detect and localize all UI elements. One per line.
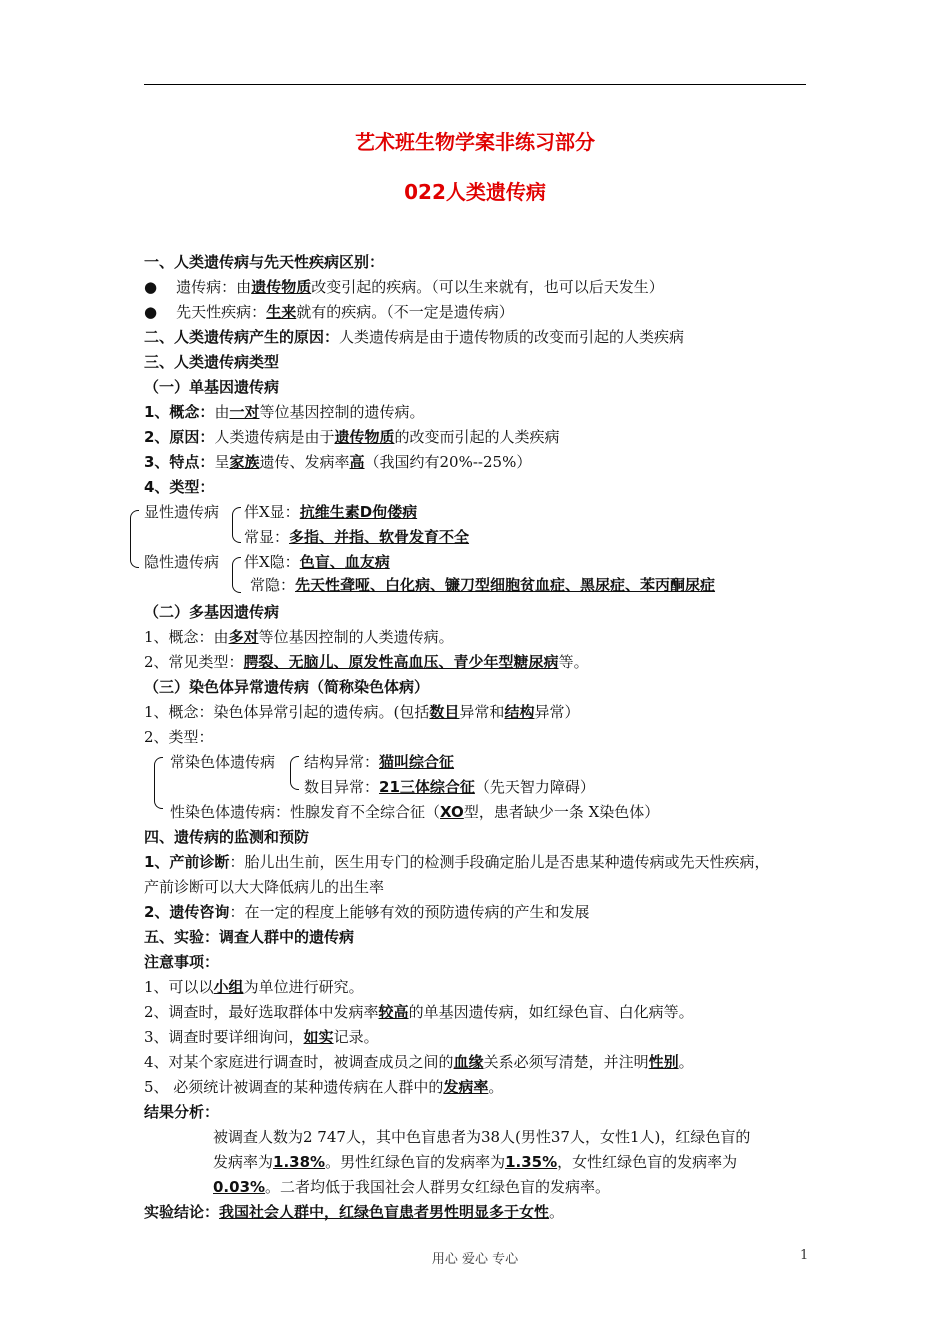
single-gene-concept: 1、概念：由一对等位基因控制的遗传病。 xyxy=(144,403,425,421)
doc-title: 艺术班生物学案非练习部分 xyxy=(355,130,595,154)
dominant-label: 显性遗传病 xyxy=(144,503,220,521)
notes-heading: 注意事项： xyxy=(144,953,220,971)
doc-subtitle: 022人类遗传病 xyxy=(404,180,546,204)
recessive-brace xyxy=(232,557,241,593)
single-gene-heading: （一）单基因遗传病 xyxy=(144,378,280,396)
section5-heading: 五、实验：调查人群中的遗传病 xyxy=(144,928,355,946)
bullet-genetic-disease: ● 遗传病：由遗传物质改变引起的疾病。（可以生来就有，也可以后天发生） xyxy=(144,278,664,296)
footer-slogan: 用心 爱心 专心 xyxy=(431,1252,519,1267)
section3-heading: 三、人类遗传病类型 xyxy=(144,353,280,371)
note-4: 4、对某个家庭进行调查时，被调查成员之间的血缘关系必须写清楚，并注明性别。 xyxy=(144,1053,694,1071)
types-outer-brace xyxy=(130,510,139,568)
chromosomal-heading: （三）染色体异常遗传病（简称染色体病） xyxy=(144,678,430,696)
conclusion: 实验结论：我国社会人群中，红绿色盲患者男性明显多于女性。 xyxy=(144,1203,565,1221)
chromosomal-outer-brace xyxy=(154,757,163,809)
chromosomal-types-label: 2、类型： xyxy=(144,728,214,746)
recessive-x-linked: 伴X隐：色盲、血友病 xyxy=(244,553,390,571)
prenatal-diagnosis-cont: 产前诊断可以大大降低病儿的出生率 xyxy=(144,878,385,896)
recessive-label: 隐性遗传病 xyxy=(144,553,220,571)
results-heading: 结果分析： xyxy=(144,1103,220,1121)
chromosomal-concept: 1、概念：染色体异常引起的遗传病。(包括数目异常和结构异常） xyxy=(144,703,580,721)
single-gene-types-label: 4、类型： xyxy=(144,478,215,496)
polygenic-concept: 1、概念：由多对等位基因控制的人类遗传病。 xyxy=(144,628,454,646)
prenatal-diagnosis: 1、产前诊断：胎儿出生前，医生用专门的检测手段确定胎儿是否患某种遗传病或先天性疾病， xyxy=(144,853,770,871)
section1-heading: 一、人类遗传病与先天性疾病区别： xyxy=(144,253,385,271)
dominant-autosomal: 常显：多指、并指、软骨发育不全 xyxy=(244,528,470,546)
dominant-brace xyxy=(232,507,241,543)
single-gene-cause: 2、原因：人类遗传病是由于遗传物质的改变而引起的人类疾病 xyxy=(144,428,560,446)
autosomal-numerical: 数目异常：21三体综合征（先天智力障碍） xyxy=(304,778,595,796)
page-number: 1 xyxy=(800,1248,809,1263)
results-line-2: 发病率为1.38%。男性红绿色盲的发病率为1.35%，女性红绿色盲的发病率为 xyxy=(213,1153,738,1171)
single-gene-features: 3、特点：呈家族遗传、发病率高（我国约有20%--25%） xyxy=(144,453,532,471)
section4-heading: 四、遗传病的监测和预防 xyxy=(144,828,310,846)
autosomal-structural: 结构异常：猫叫综合征 xyxy=(304,753,455,771)
sex-chromosome-disease: 性染色体遗传病：性腺发育不全综合征（XO型，患者缺少一条 X染色体） xyxy=(170,803,660,821)
note-3: 3、调查时要详细询问，如实记录。 xyxy=(144,1028,379,1046)
results-line-3: 0.03%。二者均低于我国社会人群男女红绿色盲的发病率。 xyxy=(213,1178,611,1196)
results-line-1: 被调查人数为2 747人，其中色盲患者为38人(男性37人，女性1人)，红绿色盲的 xyxy=(213,1128,751,1146)
autosomal-label: 常染色体遗传病 xyxy=(170,753,276,771)
dominant-x-linked: 伴X显：抗维生素D佝偻病 xyxy=(244,503,418,521)
section2-line: 二、人类遗传病产生的原因：人类遗传病是由于遗传物质的改变而引起的人类疾病 xyxy=(144,328,685,346)
note-5: 5、 必须统计被调查的某种遗传病在人群中的发病率。 xyxy=(144,1078,504,1096)
note-2: 2、调查时，最好选取群体中发病率较高的单基因遗传病，如红绿色盲、白化病等。 xyxy=(144,1003,694,1021)
recessive-autosomal: 常隐：先天性聋哑、白化病、镰刀型细胞贫血症、黑尿症、苯丙酮尿症 xyxy=(250,576,716,594)
note-1: 1、可以以小组为单位进行研究。 xyxy=(144,978,364,996)
polygenic-heading: （二）多基因遗传病 xyxy=(144,603,280,621)
header-rule xyxy=(144,84,806,85)
polygenic-types: 2、常见类型：腭裂、无脑儿、原发性高血压、青少年型糖尿病等。 xyxy=(144,653,589,671)
autosomal-brace xyxy=(290,756,299,790)
genetic-counseling: 2、遗传咨询：在一定的程度上能够有效的预防遗传病的产生和发展 xyxy=(144,903,590,921)
bullet-congenital-disease: ● 先天性疾病：生来就有的疾病。（不一定是遗传病） xyxy=(144,303,514,321)
